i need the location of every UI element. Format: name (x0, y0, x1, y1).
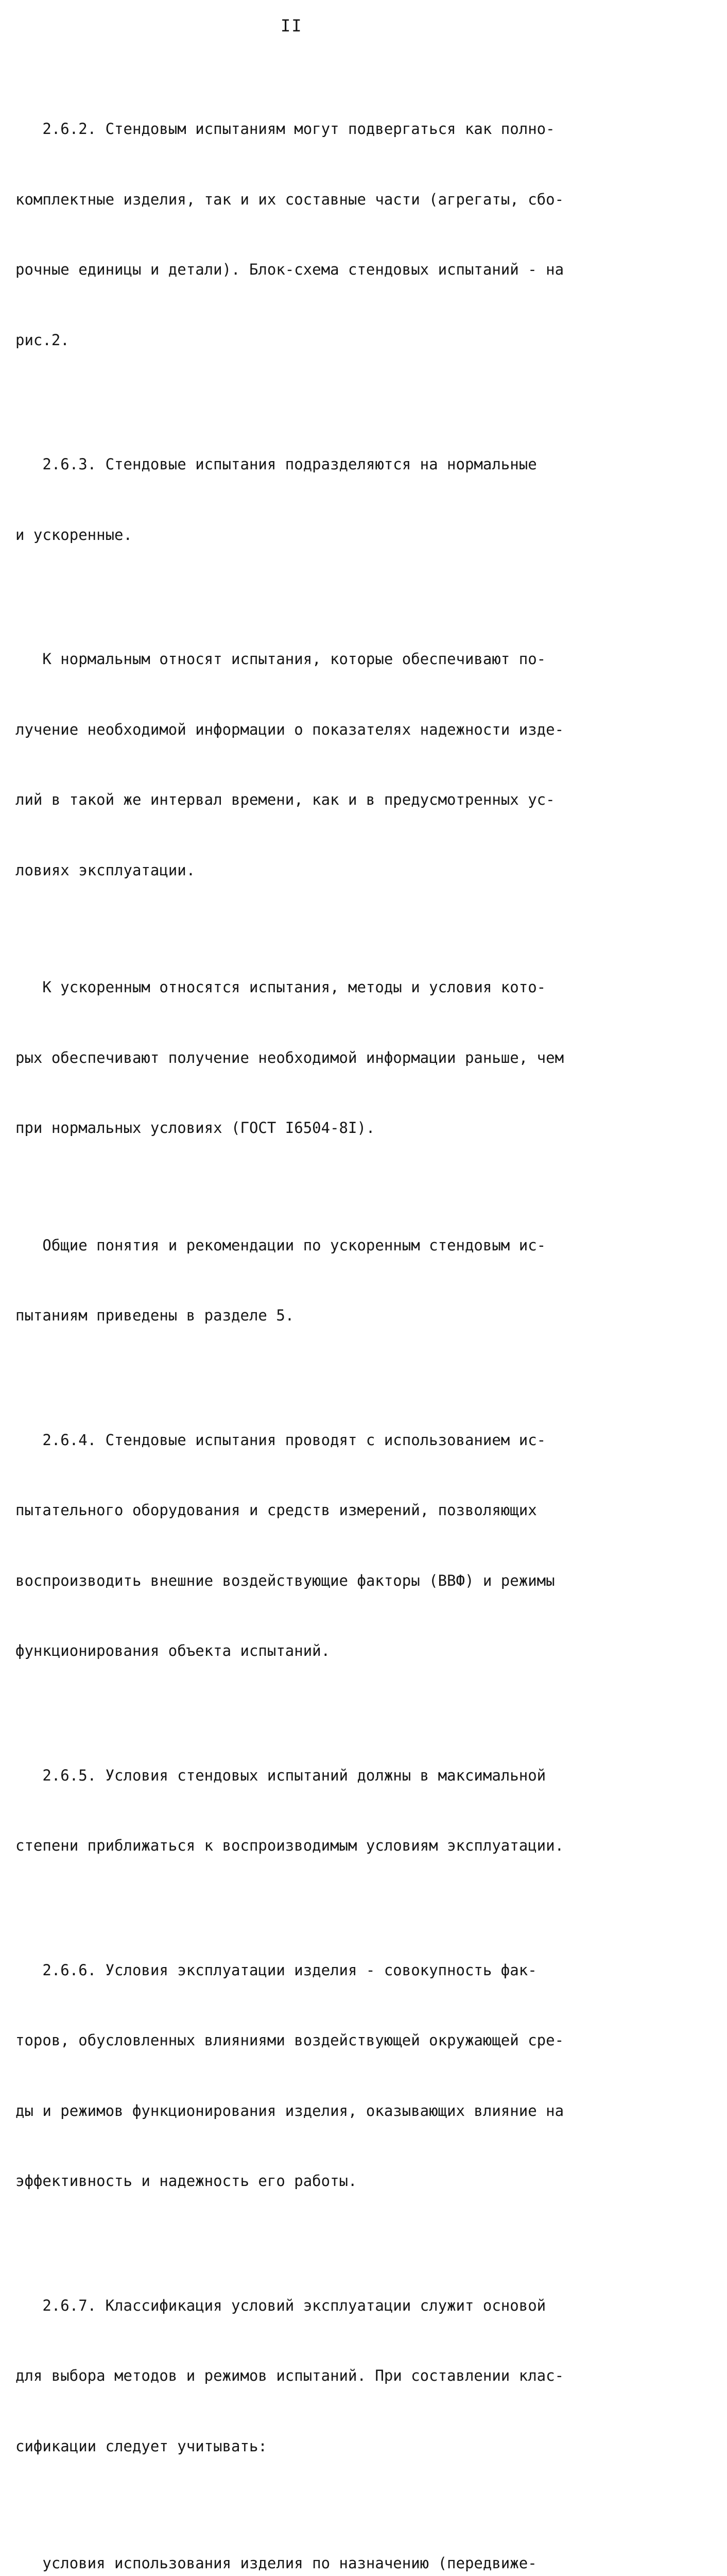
text-line: К нормальным относят испытания, которые обеспечивают по- (15, 650, 546, 668)
paragraph-general-concepts (15, 1187, 613, 1375)
paragraph-2-6-6 (15, 1912, 613, 2240)
paragraph-2-6-4 (15, 1382, 613, 1710)
text-line: ловиях эксплуатации. (15, 861, 196, 879)
text-line: 2.6.4. Стендовые испытания проводят с использованием ис- (15, 1431, 546, 1449)
text-line: 2.6.7. Классификация условий эксплуатации служит основой (15, 2296, 546, 2314)
text-line: комплектные изделия, так и их составные части (агрегаты, сбо- (15, 190, 564, 208)
text-line: лучение необходимой информации о показателях надежности изде- (15, 720, 564, 738)
text-line: при нормальных условиях (ГОСТ I6504-8I). (15, 1119, 375, 1137)
text-line: ды и режимов функционирования изделия, оказывающих влияние на (15, 2102, 564, 2120)
paragraph-2-6-7 (15, 2247, 613, 2505)
text-line: Общие понятия и рекомендации по ускоренным стендовым ис- (15, 1236, 546, 1254)
text-line: условия использования изделия по назначению (передвиже- (15, 2554, 537, 2572)
text-line: рых обеспечивают получение необходимой информации раньше, чем (15, 1048, 564, 1066)
text-line: рис.2. (15, 331, 70, 349)
paragraph-usage-conditions (15, 2505, 613, 2576)
text-line: и ускоренные. (15, 526, 132, 544)
text-line: 2.6.5. Условия стендовых испытаний должны в максимальной (15, 1766, 546, 1784)
text-line: сификации следует учитывать: (15, 2437, 267, 2455)
text-line: функционирования объекта испытаний. (15, 1642, 331, 1659)
page-number: II (281, 16, 303, 36)
text-line: 2.6.6. Условия эксплуатации изделия - совокупность фак- (15, 1961, 537, 1979)
text-line: степени приближаться к воспроизводимым условиям эксплуатации. (15, 1837, 564, 1854)
text-line: лий в такой же интервал времени, как и в предусмотренных ус- (15, 791, 555, 808)
paragraph-normal-tests (15, 601, 613, 929)
paragraph-2-6-3 (15, 406, 613, 594)
paragraph-2-6-5 (15, 1717, 613, 1905)
paragraph-2-6-2 (15, 71, 613, 399)
text-line: пытаниям приведены в разделе 5. (15, 1307, 295, 1324)
text-line: пытательного оборудования и средств измерений, позволяющих (15, 1501, 537, 1519)
text-line: 2.6.2. Стендовым испытаниям могут подвергаться как полно- (15, 120, 555, 138)
paragraph-accelerated-tests (15, 929, 613, 1187)
text-line: эффективность и надежность его работы. (15, 2172, 357, 2190)
document-body (15, 71, 613, 2576)
text-line: рочные единицы и детали). Блок-схема стендовых испытаний - на (15, 261, 564, 278)
text-line: 2.6.3. Стендовые испытания подразделяются на нормальные (15, 455, 537, 473)
text-line: торов, обусловленных влияниями воздействующей окружающей сре- (15, 2031, 564, 2049)
text-line: воспроизводить внешние воздействующие факторы (ВВФ) и режимы (15, 1571, 555, 1589)
text-line: для выбора методов и режимов испытаний. При составлении клас- (15, 2367, 564, 2384)
text-line: К ускоренным относятся испытания, методы и условия кото- (15, 978, 546, 996)
